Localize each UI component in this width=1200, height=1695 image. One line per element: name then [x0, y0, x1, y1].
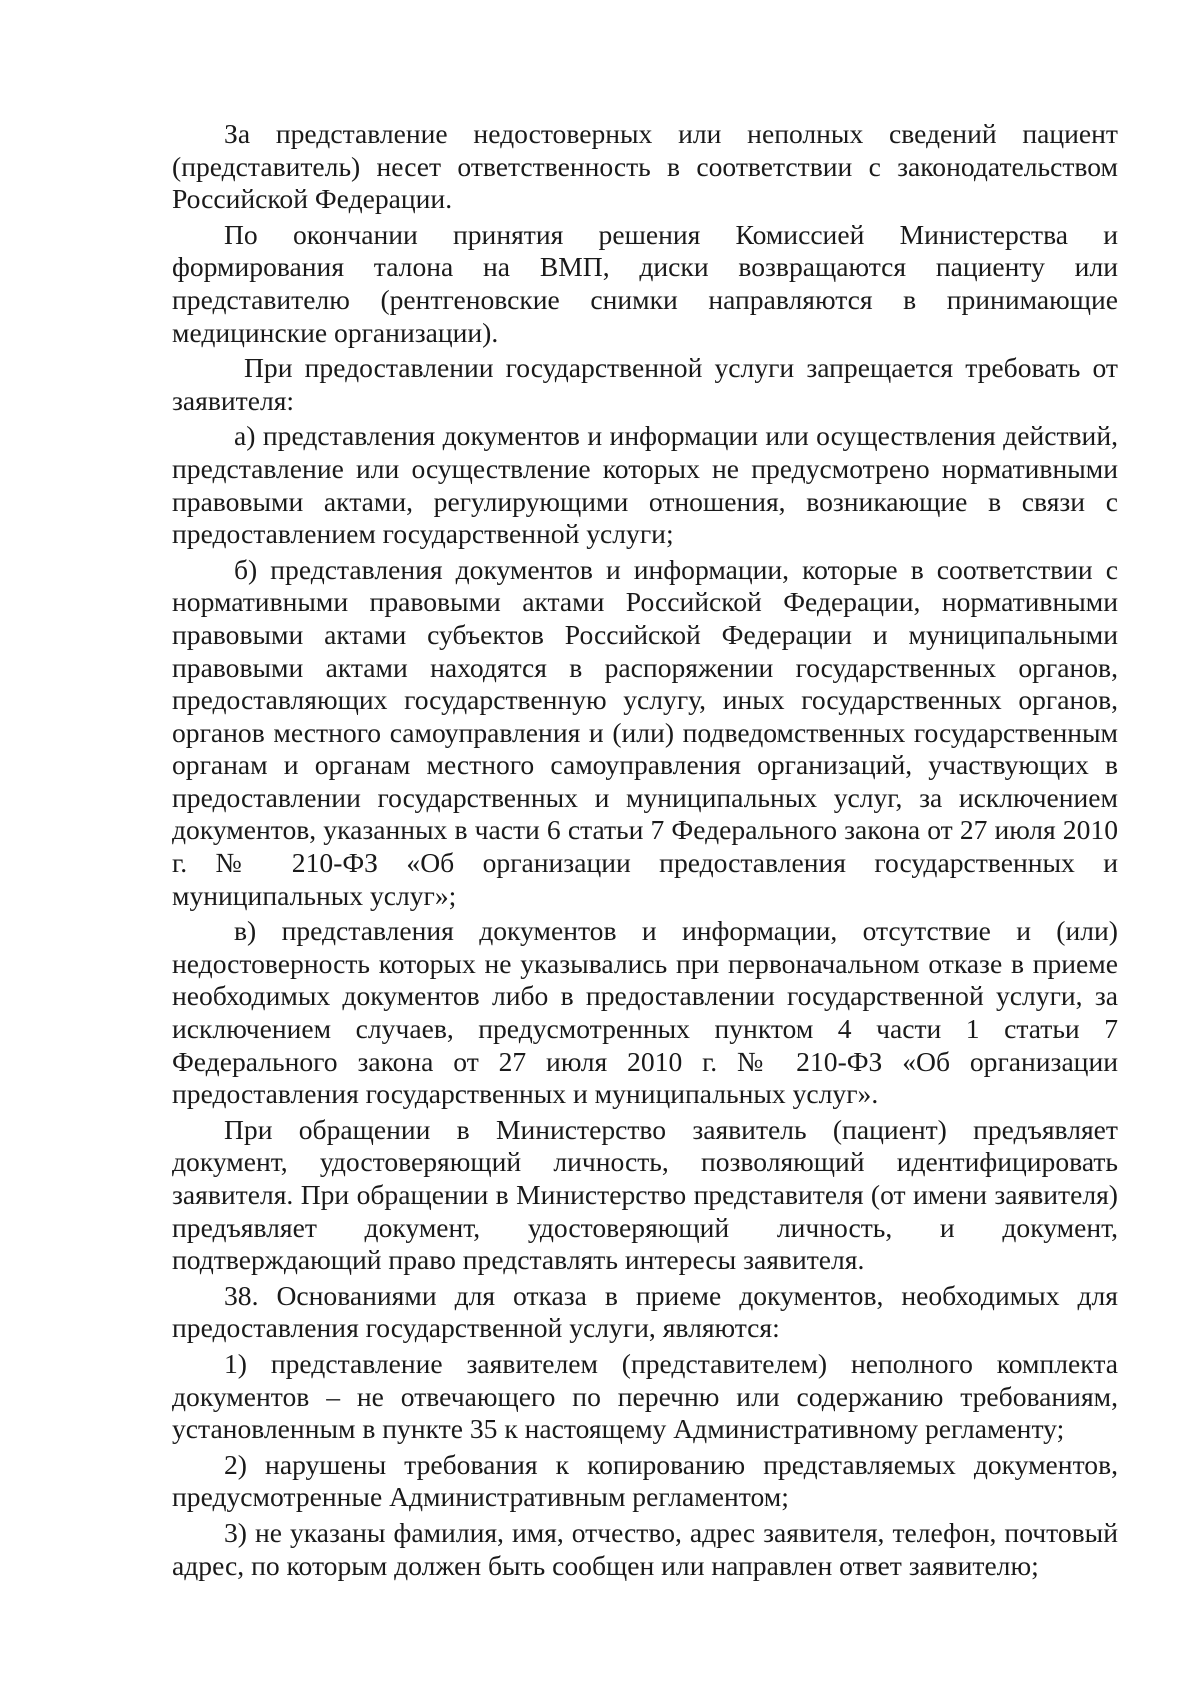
paragraph-item-38-1: 1) представление заявителем (представителем) неполного комплекта документов – не отвечающего по перечню или содержанию требованиям, установленным в пункте 35 к настоящему Административному регламенту; [172, 1347, 1118, 1445]
paragraph-disks-return: По окончании принятия решения Комиссией Министерства и формирования талона на ВМП, диски возвращаются пациенту или представителю (рентгеновские снимки направляются в принимающие медицинские организации). [172, 218, 1118, 348]
paragraph-item-38: 38. Основаниями для отказа в приеме документов, необходимых для предоставления государственной услуги, являются: [172, 1279, 1118, 1344]
paragraph-identity-document: При обращении в Министерство заявитель (пациент) предъявляет документ, удостоверяющий личность, позволяющий идентифицировать заявителя. При обращении в Министерство представителя (от имени заявителя) предъявляет документ, удостоверяющий личность, и документ, подтверждающий право представлять интересы заявителя. [172, 1113, 1118, 1276]
paragraph-item-38-3: 3) не указаны фамилия, имя, отчество, адрес заявителя, телефон, почтовый адрес, по которым должен быть сообщен или направлен ответ заявителю; [172, 1516, 1118, 1581]
paragraph-item-v: в) представления документов и информации, отсутствие и (или) недостоверность которых не указывались при первоначальном отказе в приеме необходимых документов либо в предоставлении государственной услуги, за исключением случаев, предусмотренных пунктом 4 части 1 статьи 7 Федерального закона от 27 июля 2010 г. № 210-ФЗ «Об организации предоставления государственных и муниципальных услуг». [172, 915, 1118, 1110]
paragraph-item-b: б) представления документов и информации, которые в соответствии с нормативными правовыми актами Российской Федерации, нормативными правовыми актами субъектов Российской Федерации и муниципальными правовыми актами находятся в распоряжении государственных органов, предоставляющих государственную услугу, иных государственных органов, органов местного самоуправления и (или) подведомственных государственным органам и органам местного самоуправления организаций, участвующих в предоставлении государственных и муниципальных услуг, за исключением документов, указанных в части 6 статьи 7 Федерального закона от 27 июля 2010 г. № 210-ФЗ «Об организации предоставления государственных и муниципальных услуг»; [172, 553, 1118, 911]
paragraph-item-a: а) представления документов и информации или осуществления действий, представление или осуществление которых не предусмотрено нормативными правовыми актами, регулирующими отношения, возникающие в связи с предоставлением государственной услуги; [172, 420, 1118, 550]
paragraph-item-38-2: 2) нарушены требования к копированию представляемых документов, предусмотренные Административным регламентом; [172, 1448, 1118, 1513]
document-body [172, 118, 1118, 1585]
paragraph-prohibition-intro: При предоставлении государственной услуги запрещается требовать от заявителя: [172, 352, 1118, 416]
paragraph-liability: За представление недостоверных или неполных сведений пациент (представитель) несет ответственность в соответствии с законодательством Российской Федерации. [172, 118, 1118, 215]
